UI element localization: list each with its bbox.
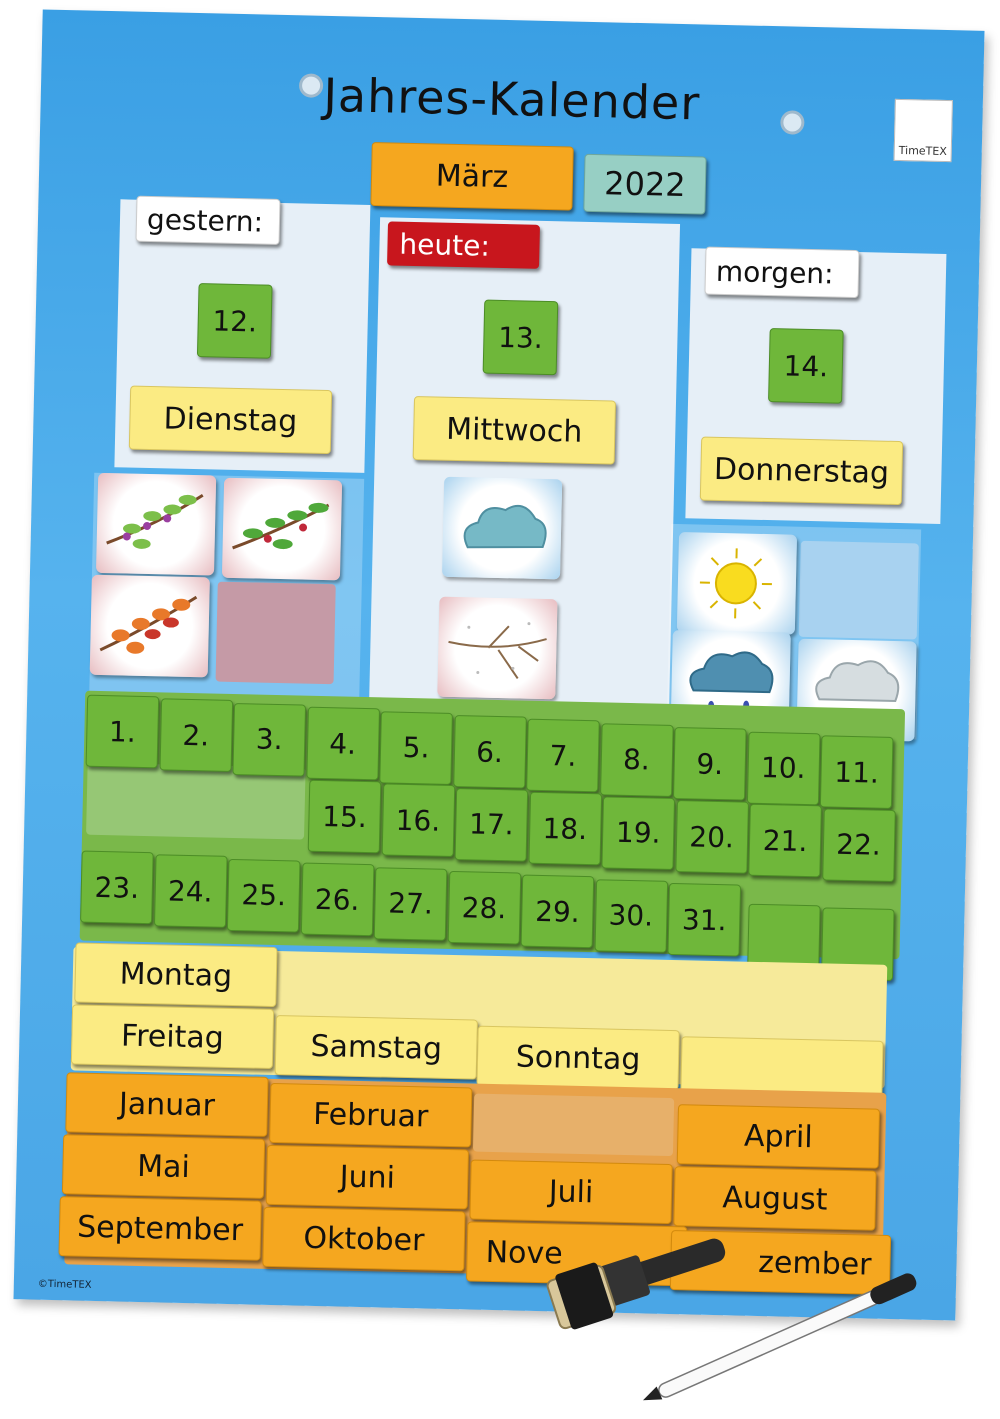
today-label: heute: [387, 221, 540, 268]
empty-weather-slot [799, 541, 919, 640]
current-year-tile[interactable]: 2022 [583, 154, 706, 215]
board-title: Jahres-Kalender [322, 67, 701, 131]
month-tile-august[interactable]: August [673, 1166, 876, 1231]
winter-branch-icon[interactable] [437, 597, 557, 700]
month-tile-januar[interactable]: Januar [65, 1072, 268, 1137]
day-tile[interactable]: 11. [820, 735, 894, 809]
day-tile[interactable]: 16. [381, 784, 455, 858]
month-tile-oktober[interactable]: Oktober [262, 1207, 465, 1272]
day-tile[interactable]: 3. [232, 703, 306, 777]
month-tile-februar[interactable]: Februar [269, 1083, 472, 1148]
spring-branch-icon[interactable] [96, 473, 216, 576]
day-tile[interactable]: 4. [306, 707, 380, 781]
day-tile[interactable]: 22. [822, 808, 896, 882]
day-tile[interactable]: 5. [379, 711, 453, 785]
current-month-tile[interactable]: März [370, 142, 573, 211]
empty-month-slot [473, 1094, 674, 1157]
month-tile-mai[interactable]: Mai [62, 1134, 265, 1199]
calendar-board [13, 9, 984, 1320]
day-tile[interactable]: 27. [374, 867, 448, 941]
day-tile[interactable]: 1. [86, 695, 160, 769]
day-tile[interactable]: 8. [600, 723, 674, 797]
day-tile[interactable]: 10. [746, 731, 820, 805]
today-day-tile[interactable]: 13. [483, 300, 559, 376]
month-tile-juni[interactable]: Juni [266, 1145, 469, 1210]
month-tile-juli[interactable]: Juli [469, 1159, 672, 1224]
day-tile[interactable]: 20. [675, 800, 749, 874]
tomorrow-day-tile[interactable]: 14. [768, 328, 844, 404]
sun-icon[interactable] [677, 532, 797, 635]
empty-season-slot [216, 582, 336, 685]
weekday-tile-montag[interactable]: Montag [74, 942, 277, 1007]
whiteboard-marker-icon[interactable] [620, 1262, 960, 1412]
today-weekday-tile[interactable]: Mittwoch [413, 396, 616, 465]
day-tile[interactable]: 21. [748, 804, 822, 878]
autumn-branch-icon[interactable] [90, 575, 210, 678]
day-tile[interactable]: 26. [300, 863, 374, 937]
yesterday-weekday-tile[interactable]: Dienstag [129, 386, 332, 455]
tomorrow-label: morgen: [704, 247, 859, 298]
yesterday-label: gestern: [136, 196, 281, 245]
day-tile[interactable]: 31. [667, 883, 741, 957]
weekday-tile-freitag[interactable]: Freitag [71, 1004, 274, 1069]
day-tile[interactable]: 9. [673, 727, 747, 801]
day-tile[interactable]: 6. [453, 715, 527, 789]
weekday-tile-sonntag[interactable]: Sonntag [476, 1026, 679, 1091]
day-tile[interactable]: 19. [601, 796, 675, 870]
summer-branch-icon[interactable] [222, 478, 342, 581]
day-tile[interactable]: 28. [447, 871, 521, 945]
day-tile[interactable]: 17. [455, 788, 529, 862]
day-tile[interactable]: 15. [308, 780, 382, 854]
month-tile-april[interactable]: April [677, 1104, 880, 1169]
tomorrow-weekday-tile[interactable]: Donnerstag [700, 437, 903, 506]
day-tile[interactable]: 2. [159, 699, 233, 773]
month-tile-september[interactable]: September [58, 1196, 261, 1261]
month-tile-dezember[interactable]: zember [670, 1230, 891, 1295]
yesterday-day-tile[interactable]: 12. [197, 283, 273, 359]
brand-logo: TimeTEX [894, 99, 953, 162]
day-tile[interactable]: 23. [80, 851, 154, 925]
day-tile[interactable]: 18. [528, 792, 602, 866]
day-tile[interactable]: 24. [153, 855, 227, 929]
day-tile[interactable]: 29. [521, 875, 595, 949]
day-tile[interactable]: 25. [227, 859, 301, 933]
weekday-tile-samstag[interactable]: Samstag [275, 1015, 478, 1080]
day-tile[interactable]: 7. [526, 719, 600, 793]
month-tile-november[interactable]: Nove [466, 1221, 687, 1286]
day-tile[interactable]: 30. [594, 879, 668, 953]
copyright-notice: ©TimeTEX [37, 1278, 92, 1291]
cloud-icon[interactable] [442, 477, 562, 580]
